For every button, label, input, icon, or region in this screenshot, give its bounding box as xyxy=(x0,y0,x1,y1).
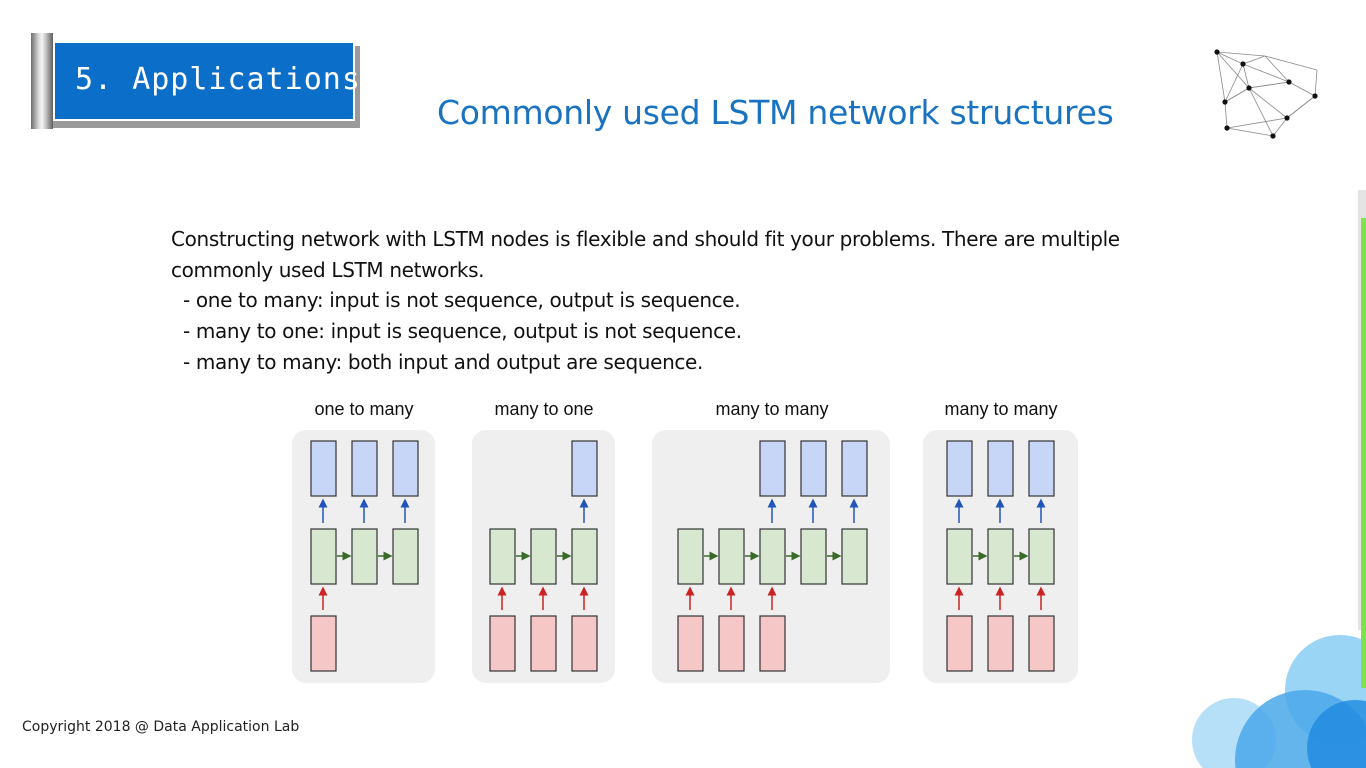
section-tag-text xyxy=(75,62,361,97)
section-number: 5. xyxy=(75,62,114,97)
hidden-box xyxy=(352,529,377,584)
input-box xyxy=(311,616,336,671)
hidden-box xyxy=(801,529,826,584)
panel-label: many to one xyxy=(494,399,594,419)
hidden-box xyxy=(1029,529,1054,584)
panel-label: many to many xyxy=(715,399,829,419)
hidden-box xyxy=(393,529,418,584)
input-box xyxy=(988,616,1013,671)
section-label: Applications xyxy=(132,62,361,97)
input-box xyxy=(719,616,744,671)
output-box xyxy=(801,441,826,496)
bullet-many-to-one: - many to one: input is sequence, output is not sequence. xyxy=(183,319,742,344)
copyright-footer: Copyright 2018 @ Data Application Lab xyxy=(22,719,300,735)
hidden-box xyxy=(531,529,556,584)
right-edge-green-strip xyxy=(1361,218,1366,688)
input-box xyxy=(572,616,597,671)
output-box xyxy=(352,441,377,496)
input-box xyxy=(947,616,972,671)
panel-label: one to many xyxy=(314,399,414,419)
input-box xyxy=(531,616,556,671)
network-graph-logo-icon xyxy=(1205,40,1325,140)
output-box xyxy=(947,441,972,496)
hidden-box xyxy=(719,529,744,584)
panel-many-to-one xyxy=(472,399,615,683)
output-box xyxy=(393,441,418,496)
input-box xyxy=(678,616,703,671)
body-text xyxy=(171,224,1151,378)
output-box xyxy=(842,441,867,496)
intro-paragraph: Constructing network with LSTM nodes is flexible and should fit your problems. There are multiple commonly used LSTM networks. xyxy=(171,227,1120,282)
panel-many-to-many-synced xyxy=(923,399,1078,683)
panel-one-to-many xyxy=(292,399,435,683)
hidden-box xyxy=(311,529,336,584)
slide-title: Commonly used LSTM network structures xyxy=(437,93,1114,132)
section-tag-scroll-roll xyxy=(31,33,53,129)
output-box xyxy=(572,441,597,496)
panel-many-to-many-delayed xyxy=(652,399,890,683)
hidden-box xyxy=(760,529,785,584)
panel-label: many to many xyxy=(944,399,1058,419)
hidden-box xyxy=(490,529,515,584)
output-box xyxy=(760,441,785,496)
decorative-bubbles xyxy=(1180,630,1366,768)
hidden-box xyxy=(678,529,703,584)
hidden-box xyxy=(988,529,1013,584)
hidden-box xyxy=(842,529,867,584)
output-box xyxy=(1029,441,1054,496)
output-box xyxy=(988,441,1013,496)
input-box xyxy=(1029,616,1054,671)
bullet-one-to-many: - one to many: input is not sequence, output is sequence. xyxy=(183,288,741,313)
hidden-box xyxy=(572,529,597,584)
lstm-structures-diagram xyxy=(280,395,1090,690)
output-box xyxy=(311,441,336,496)
hidden-box xyxy=(947,529,972,584)
input-box xyxy=(760,616,785,671)
bullet-many-to-many: - many to many: both input and output are sequence. xyxy=(183,349,704,374)
input-box xyxy=(490,616,515,671)
